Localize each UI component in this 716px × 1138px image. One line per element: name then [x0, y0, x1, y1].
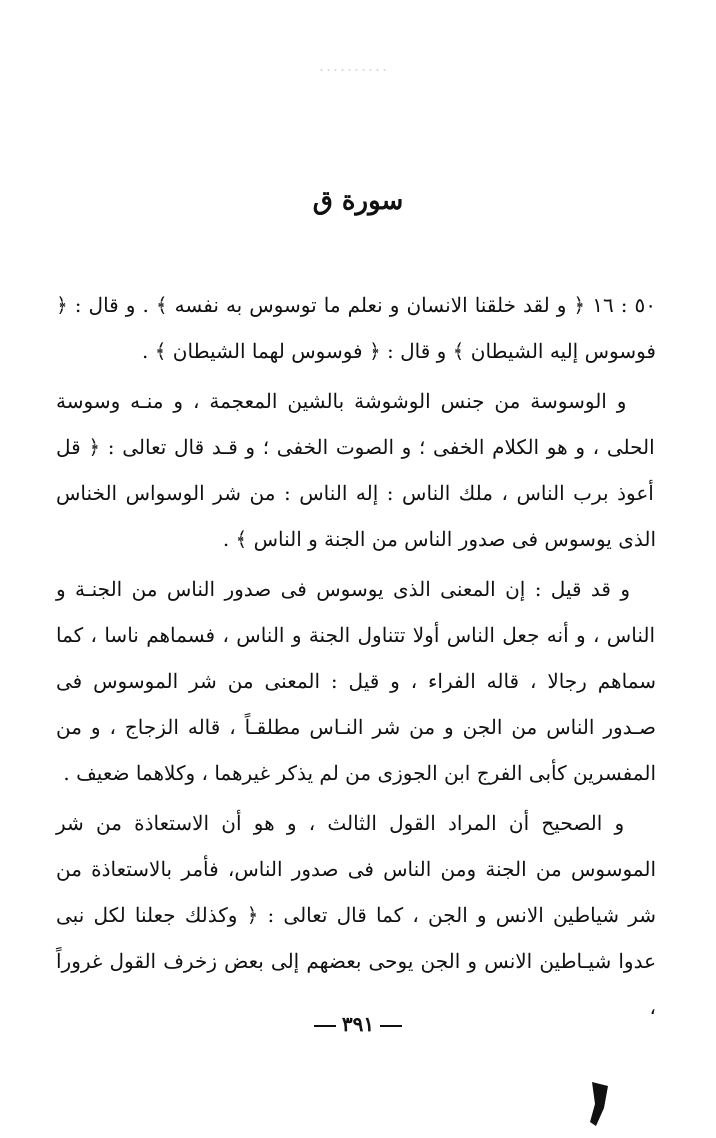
paragraph	[56, 378, 656, 562]
text-line: ٥٠ : ١٦ ﴿ و لقد خلقنا الانسان و نعلم ما توسوس به نفسه ﴾ .	[135, 293, 657, 317]
ink-mark	[586, 1078, 612, 1128]
text-line: شياطين الانس و الجن ، كما قال تعالى : ﴿ وكذلك جعلنا لكل نبى عدوا	[56, 903, 656, 973]
body-text	[56, 282, 656, 1030]
text-line: الموسوس من الجنة ومن الناس فى صدور الناس، فأمر بالاستعاذة من شر	[56, 857, 656, 927]
dash-right	[314, 1025, 336, 1027]
text-line: و الصحيح أن المراد القول الثالث ، و هو أن الاستعاذة من شر	[56, 811, 625, 835]
text-line: الناس من الجن و من شر النـاس مطلقـاً ، قاله الزجاج ، و من المفسرين	[56, 715, 656, 785]
page-number-text: ٣٩١	[341, 1012, 375, 1036]
paper-speck	[318, 66, 388, 74]
text-line: الذى يوسوس فى صدور الناس من الجنة و الناس ﴾ .	[222, 527, 656, 551]
text-line: و قال : ﴿ فوسوس إليه الشيطان ﴾ و قال : ﴿ فوسوس لهما	[56, 293, 656, 363]
page-number	[0, 1012, 716, 1036]
text-line: الحلى ، و هو الكلام الخفى ؛ و الصوت الخفى ؛ و قـد قال تعالى : ﴿ قل	[56, 435, 655, 459]
ink-stroke	[590, 1082, 608, 1126]
text-line: سماهم رجالا ، قاله الفراء ، و قيل : المعنى من شر الموسوس فى صـدور	[56, 669, 657, 739]
text-line: كأبى الفرج ابن الجوزى من لم يذكر غيرهما ، وكلاهما ضعيف .	[63, 761, 567, 785]
paragraph	[56, 566, 656, 796]
text-line: أعوذ برب الناس ، ملك الناس : إله الناس : من شر الوسواس الخناس	[56, 481, 654, 505]
text-line: الشيطان ﴾ .	[142, 339, 246, 363]
text-line: و الناس ، و أنه جعل الناس أولا تتناول الجنة و الناس ، فسماهم ناسا ، كما	[56, 577, 656, 647]
text-line: شيـاطين الانس و الجن يوحى بعضهم إلى بعض زخرف القول غروراً ،	[56, 949, 656, 1019]
dash-left	[380, 1025, 402, 1027]
page-title: سورة ق	[312, 186, 404, 216]
paragraph	[56, 800, 656, 1030]
text-line: و الوسوسة من جنس الوشوشة بالشين المعجمة ، و منـه وسوسة	[56, 389, 627, 413]
paragraph	[56, 282, 656, 374]
text-line: و قد قيل : إن المعنى الذى يوسوس فى صدور الناس من الجنـة	[65, 577, 630, 601]
